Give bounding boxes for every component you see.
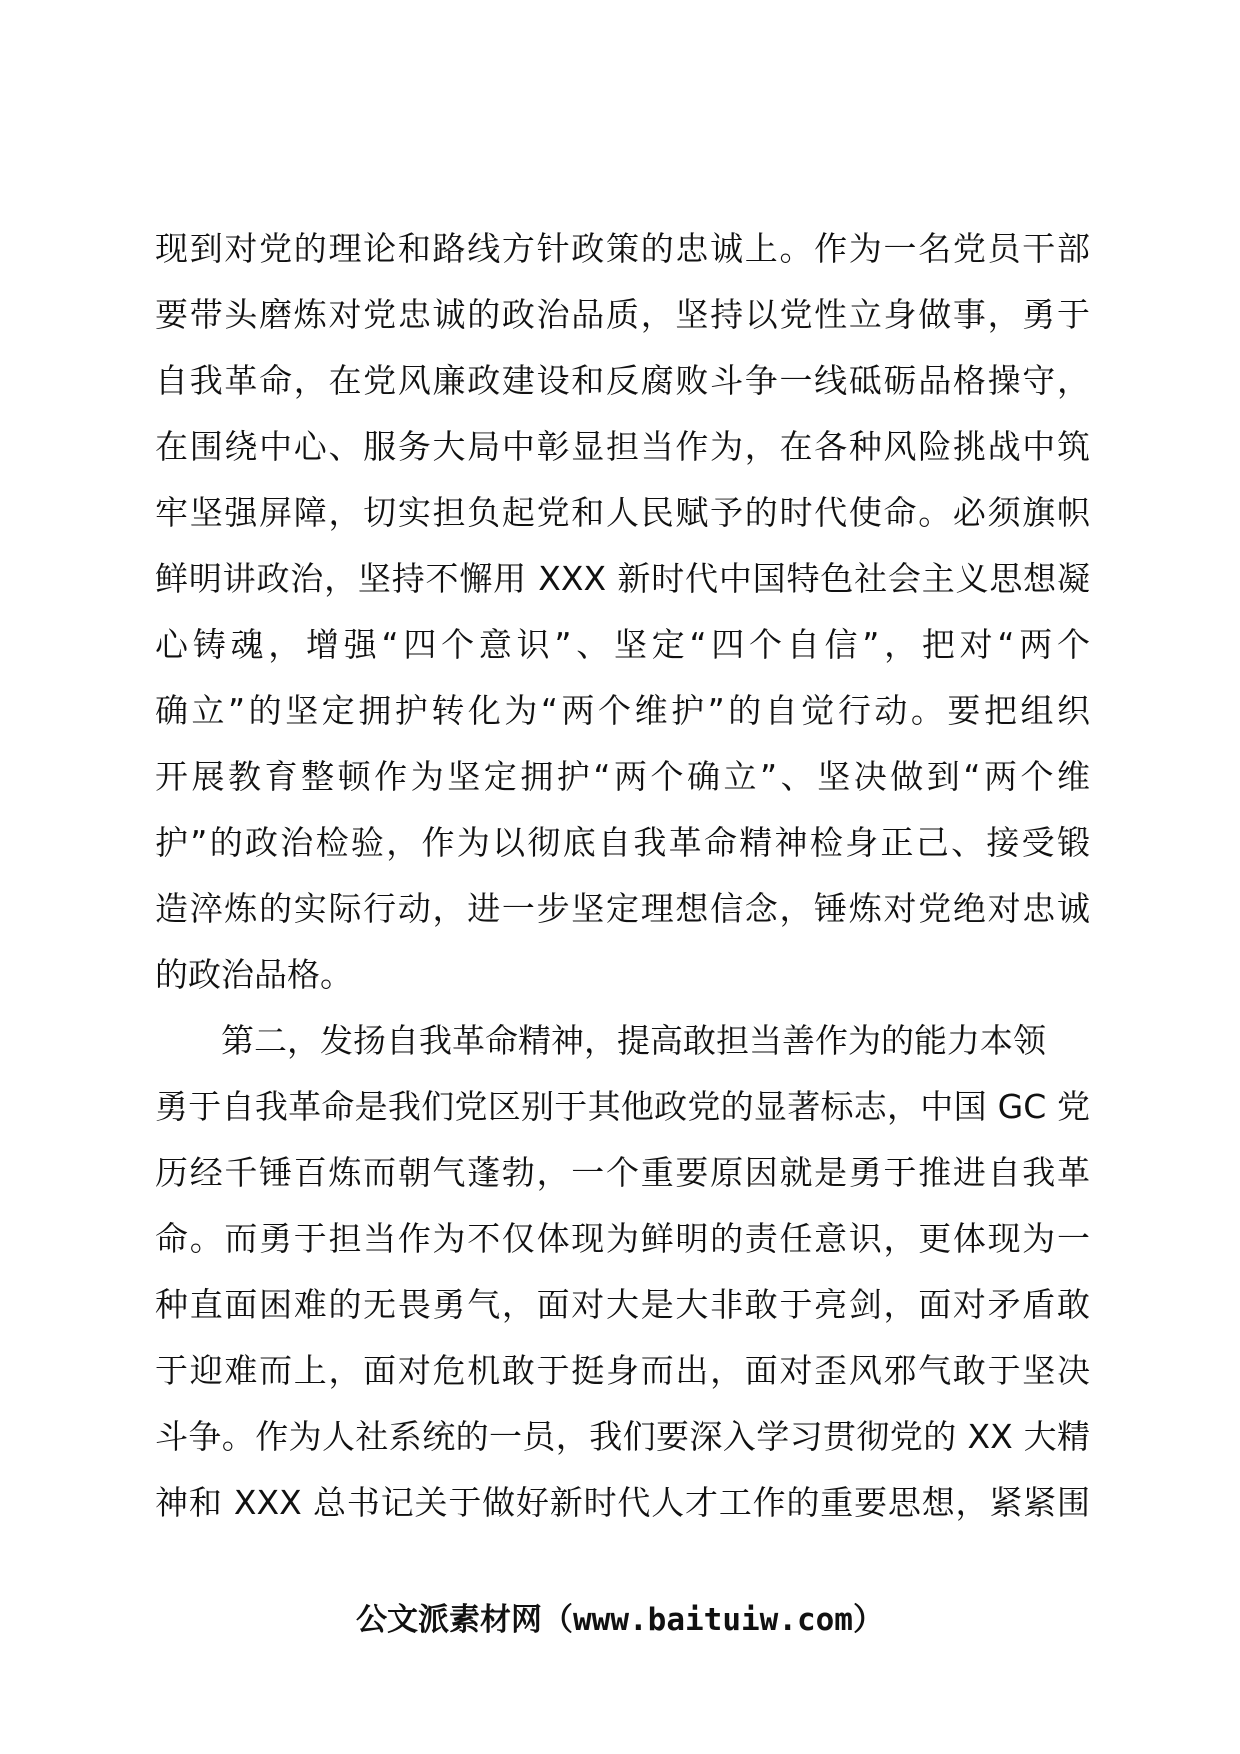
text-line: 要带头磨炼对党忠诚的政治品质，坚持以党性立身做事，勇于 bbox=[155, 295, 1090, 334]
text-line: 造淬炼的实际行动，进一步坚定理想信念，锤炼对党绝对忠诚 bbox=[155, 889, 1090, 928]
section-heading-line: 第二，发扬自我革命精神，提高敢担当善作为的能力本领 bbox=[221, 1021, 1046, 1060]
text-line: 自我革命，在党风廉政建设和反腐败斗争一线砥砺品格操守， bbox=[155, 361, 1090, 400]
text-line: 种直面困难的无畏勇气，面对大是大非敢于亮剑，面对矛盾敢 bbox=[155, 1285, 1090, 1324]
text-line: 护”的政治检验，作为以彻底自我革命精神检身正己、接受锻 bbox=[155, 823, 1090, 862]
text-line: 历经千锤百炼而朝气蓬勃，一个重要原因就是勇于推进自我革 bbox=[155, 1153, 1090, 1192]
text-line: 现到对党的理论和路线方针政策的忠诚上。作为一名党员干部 bbox=[155, 229, 1090, 268]
text-line: 心铸魂，增强“四个意识”、坚定“四个自信”，把对“两个 bbox=[155, 625, 1090, 664]
document-body bbox=[155, 216, 1090, 1536]
footer-site-name: 公文派素材网 bbox=[356, 1602, 543, 1638]
footer-url: www.baituiw.com bbox=[573, 1602, 853, 1638]
text-line: 命。而勇于担当作为不仅体现为鲜明的责任意识，更体现为一 bbox=[155, 1219, 1090, 1258]
text-line: 神和 XXX 总书记关于做好新时代人才工作的重要思想，紧紧围 bbox=[155, 1483, 1090, 1522]
page-footer bbox=[0, 1598, 1240, 1642]
footer-open-paren: （ bbox=[542, 1602, 574, 1638]
text-line: 的政治品格。 bbox=[155, 955, 353, 994]
text-line: 在围绕中心、服务大局中彰显担当作为，在各种风险挑战中筑 bbox=[155, 427, 1090, 466]
text-line: 于迎难而上，面对危机敢于挺身而出，面对歪风邪气敢于坚决 bbox=[155, 1351, 1090, 1390]
text-line: 勇于自我革命是我们党区别于其他政党的显著标志，中国 GC 党 bbox=[155, 1087, 1090, 1126]
text-line: 鲜明讲政治，坚持不懈用 XXX 新时代中国特色社会主义思想凝 bbox=[155, 559, 1090, 598]
text-line: 牢坚强屏障，切实担负起党和人民赋予的时代使命。必须旗帜 bbox=[155, 493, 1090, 532]
text-line: 开展教育整顿作为坚定拥护“两个确立”、坚决做到“两个维 bbox=[155, 757, 1090, 796]
text-line: 斗争。作为人社系统的一员，我们要深入学习贯彻党的 XX 大精 bbox=[155, 1417, 1090, 1456]
footer-close-paren: ） bbox=[852, 1602, 884, 1638]
text-line: 确立”的坚定拥护转化为“两个维护”的自觉行动。要把组织 bbox=[155, 691, 1090, 730]
